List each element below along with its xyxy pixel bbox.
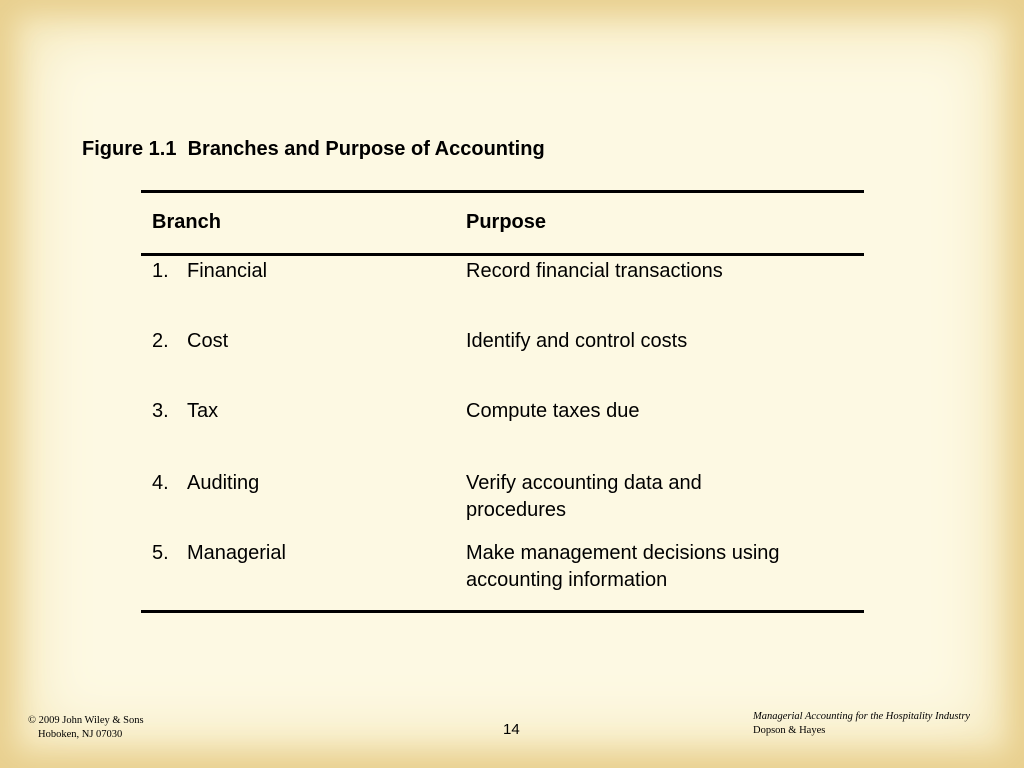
publisher-address: Hoboken, NJ 07030 bbox=[38, 729, 123, 740]
table-row-2-purpose: Identify and control costs bbox=[466, 330, 688, 352]
table-row-5-branch bbox=[152, 540, 286, 567]
row-number: 5. bbox=[152, 542, 169, 564]
table-row-1-purpose: Record financial transactions bbox=[466, 260, 723, 282]
table-row-1-branch bbox=[152, 258, 267, 285]
branch-name: Financial bbox=[187, 260, 268, 282]
header-branch: Branch bbox=[152, 211, 221, 233]
table-row-4-purpose: Verify accounting data and procedures bbox=[466, 472, 702, 521]
table-row-3-purpose: Compute taxes due bbox=[466, 400, 640, 422]
book-title: Managerial Accounting for the Hospitality Industry bbox=[753, 711, 971, 722]
footer-book-block bbox=[753, 710, 970, 738]
table-header-rule bbox=[141, 253, 864, 256]
row-number: 2. bbox=[152, 330, 169, 352]
table-top-rule bbox=[141, 190, 864, 193]
page-number: 14 bbox=[503, 721, 520, 738]
row-number: 3. bbox=[152, 400, 169, 422]
table-bottom-rule bbox=[141, 610, 864, 613]
row-number: 4. bbox=[152, 472, 169, 494]
branch-name: Auditing bbox=[187, 472, 260, 494]
copyright-text: © 2009 John Wiley & Sons bbox=[28, 715, 144, 726]
branch-name: Cost bbox=[187, 330, 229, 352]
branch-name: Managerial bbox=[187, 542, 286, 564]
row-number: 1. bbox=[152, 260, 169, 282]
branch-name: Tax bbox=[187, 400, 219, 422]
figure-title: Figure 1.1 Branches and Purpose of Accounting bbox=[82, 138, 545, 160]
table-row-4-branch bbox=[152, 470, 259, 497]
footer-copyright-block bbox=[28, 714, 144, 742]
header-purpose: Purpose bbox=[466, 211, 547, 233]
table-row-2-branch bbox=[152, 328, 228, 355]
table-row-5-purpose: Make management decisions using accounting information bbox=[466, 542, 780, 591]
table-row-3-branch bbox=[152, 398, 218, 425]
book-authors: Dopson & Hayes bbox=[753, 725, 826, 736]
